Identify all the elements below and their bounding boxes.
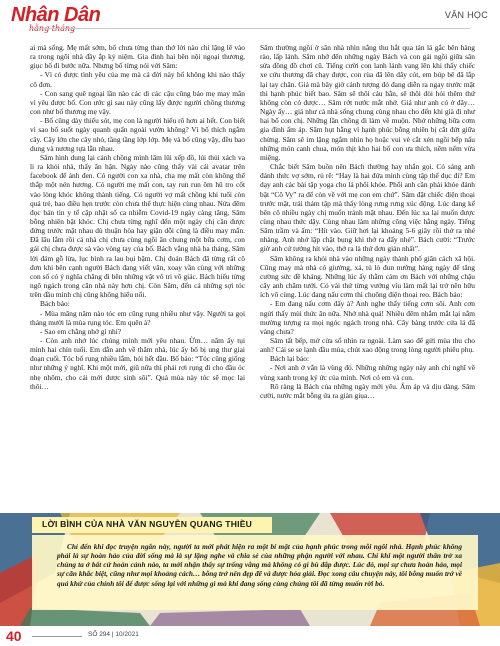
article-right-column <box>260 43 475 400</box>
paragraph: - Vì có được tình yêu của mẹ mà cả đời này bố không khi nào thấy cô đơn. <box>30 70 245 89</box>
page-number: 40 <box>6 628 22 644</box>
paragraph: - Còn anh nhớ lúc chúng mình mới yêu nhau. Ừm… năm ấy tụi mình hai chín tuổi. Em dẫn anh về thăm nhà, lúc ấy bố bị ung thư giai đoạn cuối. Tóc bố rụng nhiều lắm, hói hết đầu. Bố bảo: “Tóc cũng giống như những ý nghĩ. Khi một mới, giũ nữa thì phải rơi rụng đi cho đầu óc nhẹ nhõm, cho cái mới được sinh sôi”. Quả mùa này tóc sẽ mọc lại thôi… <box>30 336 245 391</box>
commentary-text: Chỉ đến khi đọc truyện ngắn này, người ta mới phát hiện ra một bí mật của hạnh phúc trong mỗi ngôi nhà. Hạnh phúc không phải là sự hoàn hảo của đời sống mà là sự lặng nghe và chia sẻ của những phận người với nhau. Chỉ khi một người thân trở xa chúng ta ở bất cứ hoàn cảnh nào, ta mới nhận thấy sự trống vắng mà không có gì bù đắp được. Lúc đó, mọi sự chưa hoàn hảo, mọi sự cãn khắc biệt, cũng như mọi khoảng cách… bỗng trở nên đẹp đẽ và được hóa giải. Đọc xong câu chuyện này, tôi bỗng muốn trở về quá khứ của chính tôi để được sống lại với những gì mà khi đang sống cùng chúng tôi đã từng muốn rời bỏ. <box>57 542 462 588</box>
paragraph: - Sao em chẳng nhớ gì nhỉ? <box>40 326 122 336</box>
logo-title: Nhân Dân <box>11 4 101 26</box>
paragraph: Sâm tất bếp, mở cửa sổ nhìn ra ngoài. Làm sao để gửi mùa thu cho anh? Cái se se lạnh đầu mùa, chút xao động trong lòng người phiêu phụ. <box>260 336 475 355</box>
paragraph: Rõ ràng là Bách của những ngày mới yêu. Ấm áp và dịu dàng. Sâm cười, nước mắt bỗng ứa ra giàn giụa… <box>260 381 475 400</box>
header-divider <box>30 28 470 29</box>
paragraph: ai mà sống. Mẹ mất sớm, bố chưa từng than thở lời nào chỉ lặng lẽ vào ra trong ngôi nhà đầy ắp kỷ niệm. Gia đình hai bên nội ngoại thương, giục bố đi bước nữa. Nhưng bố từng nói với Sâm: <box>30 43 245 71</box>
commentary-title: LỜI BÌNH CỦA NHÀ VĂN NGUYỄN QUANG THIỀU <box>42 519 253 529</box>
issue-label: SỐ 294 | 10/2021 <box>88 631 139 638</box>
article-left-column <box>30 43 245 391</box>
paragraph: - Nơi anh ở vẫn là vùng đỏ. Những những ngày này anh chỉ nghĩ về vùng xanh trong ký ức của mình. Nơi có em và con. <box>260 363 475 382</box>
paragraph: - Em đang nấu cơm đấy à? Anh nghe thấy tiếng cơm sôi. Anh cơn ngửi thấy mùi thức ăn nữa. Nhớ nhà quá! Nhiều đêm nhắm mắt lại nằm mường tượng ra mọi ngóc ngách trong nhà. Cây bàng trước cửa lá đã vàng chưa? <box>260 299 475 336</box>
paragraph: - Mùa măng năm nào tóc em cũng rụng nhiều như vậy. Người ta gọi tháng mười là mùa rụng tóc. Em quên à? <box>30 308 245 327</box>
paragraph: Chắc biết Sâm buồn nên Bách thường hay nhắn gọi. Có sáng anh đánh thức vợ sớm, rủ rê: “Hay là hai đứa mình cùng tập thể dục đi? Em dạy anh các bài tập yoga cho lá phổi khỏe. Phổi anh cần phải khỏe đánh bật “Cô Vy” ra để còn về với mẹ con em chứ”. Sâm đặt chiếc điện thoại trước mặt, trải thảm tập mà thấy lòng rưng rưng xúc động. Lúc đang kể bên cô nhiều ngày chị muốn tránh mặt nhau. Đến lúc xa lại muốn được cùng nhau thức dậy. Cùng nhau làm những công việc hằng ngày. Tiếng Sâm trầm và ấm: “Hít vào. Giữ hơi lại khoảng 5-6 giây rồi thở ra nhé nhàng. Anh nhớ lặp chặt bụng khi thở ra đấy nhé”. Bách cười: “Trước giờ anh cứ tưởng hít vào, thở ra là thứ đơn giản nhất”. <box>260 162 475 254</box>
footer-divider <box>32 636 82 637</box>
paragraph: Bách bảo: <box>40 299 70 309</box>
paragraph: - Con sang quê ngoại lần nào các dì các cậu cũng bảo mẹ may mắn vì yêu được bố. Con ước gì sau này cũng lấy được người chồng thương con như bố thương mẹ vậy. <box>30 88 245 117</box>
paragraph: Sâm thường ngồi ở sân nhà nhìn nắng thu hắt qua tán lá gắc bên hàng rào, lấp lánh. Sâm nhớ đến những ngày Bách và con gái ngồi giữa sân sửa đồng đồ chơi cũ. Tiếng cười con lanh lảnh vang lên khi thấy chiếc xe cứu thương đã chạy được, con rùa đã lên dây cót, em búp bê đã lắp lại tay chân. Giá mà bây giờ cảnh tượng đó đang diễn ra ngay trước mặt thì hạnh phúc biết bao. Sâm sẽ thôi cáu bẳn, sẽ thôi đòi hỏi thêm thứ không còn có được… Sâm rớt nước mắt nhớ. Giá như anh có ở đây… Ngày ấy… giá như cả nhà sống chung cùng nhau cho đến khi già đi như hai bố con chị. Những lần chồng đi làm về muộn. Nhớ những bữa cơm gia đình ấm áp. Sâm hụt hẫng vì hạnh phúc bỗng nhiên bị cắt đứt giữa chừng. Sâm sẽ im lặng ngắm nhìn họ hoặc vui vẻ cắt xén ngồi bếp nấu những món canh chua, món thịt kho hai bố con ưa thích, nêm nếm vừa miệng. <box>260 43 475 162</box>
paragraph: Sâm không ra khỏi nhà vào những ngày thành phố giãn cách xã hội. Cũng may mà nhà có giường, xả, tủ lò đun nướng hàng ngày để tăng cường sức đề kháng. Những lúc ấy thằm cảm ơn Bách với những chậu cây anh chăm tưới. Có vài thứ từng vướng víu làm mất lại trở nên hữu ích vô cùng. Lúc đang nấu cơm thì chuông điện thoại reo. Bách bảo: <box>260 253 475 300</box>
section-label: VĂN HỌC <box>444 10 488 20</box>
paragraph: Sâm hình dung lại cảnh chồng mình lâm lũi xếp đồ, lúi thủi xách va li ra khỏi nhà, thấy ân hận. Ngày nào cũng thấy vài cái avatar trên facebook để ảnh đen. Có người con xa nhà, cha mẹ mất còn không thể thắp một nén hương. Có người mẹ mất con, tay run run ôm hũ tro cốt vào lòng khóc không thành tiếng. Có người vợ mất chồng khi tuổi còn quá trẻ, bao điều hẹn trước còn chưa thể thực hiện cùng nhau. Nửa đêm đọc bản tin y tế cập nhật số ca nhiễm Covid-19 ngày càng tăng, Sâm bỗng nhiên bật khóc. Chị chưa từng nghĩ đến một ngày chị cần được đứng trước mặt nhau dù thuận hòa hay giận dỗi cũng là điều may mắn. Đã lâu lắm rồi cả nhà chị chưa cùng ngồi ăn chung một bữa cơm, con gái chị chưa được sà vào vòng tay của bố. Bách vắng nhà ba tháng, Sâm lời đám gỗ lừa, lục bình ra lau bụi bặm. Chị đoán Bách đã từng rất cô đơn khi bên cạnh người Bách đang viết văn, xoay vần cùng với những con số có ý nghĩa chăng đi bên những vật vô tri vô giác. Bách hiếu từng ngõ ngách trong căn nhà này hơn chị. Còn Sâm, đến cả những sợi tóc trên đầu mình chị cũng không hiểu nổi. <box>30 152 245 300</box>
paragraph: Bách lại bảo: <box>270 354 309 364</box>
masthead-logo <box>11 4 101 38</box>
paragraph: - Bố cũng dày thiếu sót, mẹ con là người hiểu rõ hơn ai hết. Con biết vì sao bố suốt ngày quanh quẩn ngoài vườn không? Vì bố thích ngắm cây. Cây lớn che cây nhỏ, tầng tầng lớp lớp. Mẹ và bố cũng vậy, đều bao dung và nương tựa lẫn nhau. <box>30 116 245 153</box>
